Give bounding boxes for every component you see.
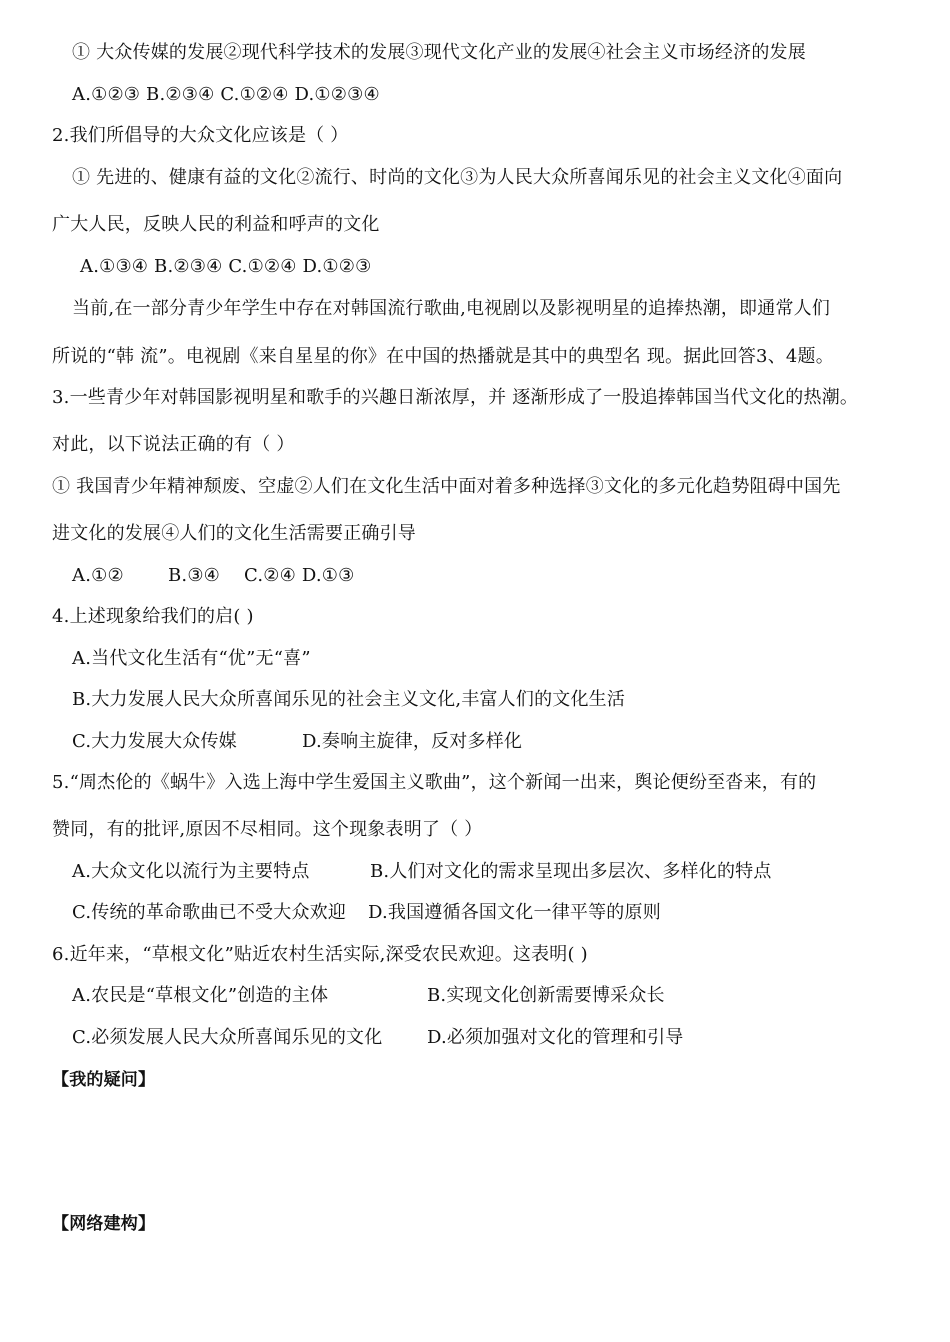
q5-option-d: D.我国遵循各国文化一律平等的原则 [368, 902, 661, 923]
q6-stem: 6.近年来，“草根文化”贴近农村生活实际,深受农民欢迎。这表明( ) [52, 944, 588, 965]
q1-options: A.①②③ B.②③④ C.①②④ D.①②③④ [72, 84, 380, 105]
q2-items-line1: ① 先进的、健康有益的文化②流行、时尚的文化③为人民大众所喜闻乐见的社会主义文化④面向 [72, 167, 843, 188]
q4-option-c: C.大力发展大众传媒 [72, 731, 237, 752]
q4-option-a: A.当代文化生活有“优”无“喜” [72, 648, 311, 669]
q3-option-a: A.①② [72, 565, 124, 586]
q2-items-line2: 广大人民，反映人民的利益和呼声的文化 [52, 214, 380, 235]
q3-option-cd: C.②④ D.①③ [244, 565, 355, 586]
q6-option-d: D.必须加强对文化的管理和引导 [427, 1027, 684, 1048]
q5-option-c: C.传统的革命歌曲已不受大众欢迎 [72, 902, 347, 923]
material-line1: 当前,在一部分青少年学生中存在对韩国流行歌曲,电视剧以及影视明星的追捧热潮，即通常人们 [72, 298, 831, 319]
q3-option-b: B.③④ [168, 565, 221, 586]
q5-stem-line1: 5.“周杰伦的《蜗牛》入选上海中学生爱国主义歌曲”，这个新闻一出来，舆论便纷至沓来，有的 [52, 772, 817, 793]
q5-option-a: A.大众文化以流行为主要特点 [72, 861, 310, 882]
material-line2: 所说的“韩 流”。电视剧《来自星星的你》在中国的热播就是其中的典型名 现。据此回答3、4题。 [52, 346, 834, 367]
q1-items: ① 大众传媒的发展②现代科学技术的发展③现代文化产业的发展④社会主义市场经济的发展 [72, 42, 806, 63]
q4-stem: 4.上述现象给我们的启( ) [52, 606, 254, 627]
q2-stem: 2.我们所倡导的大众文化应该是（ ） [52, 125, 349, 146]
q3-stem-line2: 对此，以下说法正确的有（ ） [52, 434, 295, 455]
q6-option-b: B.实现文化创新需要博采众长 [427, 985, 665, 1006]
q3-items-line1: ① 我国青少年精神颓废、空虚②人们在文化生活中面对着多种选择③文化的多元化趋势阻碍中国先 [52, 476, 841, 497]
q2-options: A.①③④ B.②③④ C.①②④ D.①②③ [80, 256, 372, 277]
q4-option-b: B.大力发展人民大众所喜闻乐见的社会主义文化,丰富人们的文化生活 [72, 689, 626, 710]
q4-option-d: D.奏响主旋律，反对多样化 [302, 731, 523, 752]
q6-option-a: A.农民是“草根文化”创造的主体 [72, 985, 329, 1006]
q5-stem-line2: 赞同，有的批评,原因不尽相同。这个现象表明了（ ） [52, 819, 483, 840]
section-network-construction: 【网络建构】 [52, 1214, 156, 1234]
q5-option-b: B.人们对文化的需求呈现出多层次、多样化的特点 [370, 861, 772, 882]
q3-stem-line1: 3.一些青少年对韩国影视明星和歌手的兴趣日渐浓厚，并 逐渐形成了一股追捧韩国当代文化的热潮。 [52, 387, 859, 408]
q6-option-c: C.必须发展人民大众所喜闻乐见的文化 [72, 1027, 383, 1048]
q3-items-line2: 进文化的发展④人们的文化生活需要正确引导 [52, 523, 416, 544]
section-my-questions: 【我的疑问】 [52, 1070, 156, 1090]
